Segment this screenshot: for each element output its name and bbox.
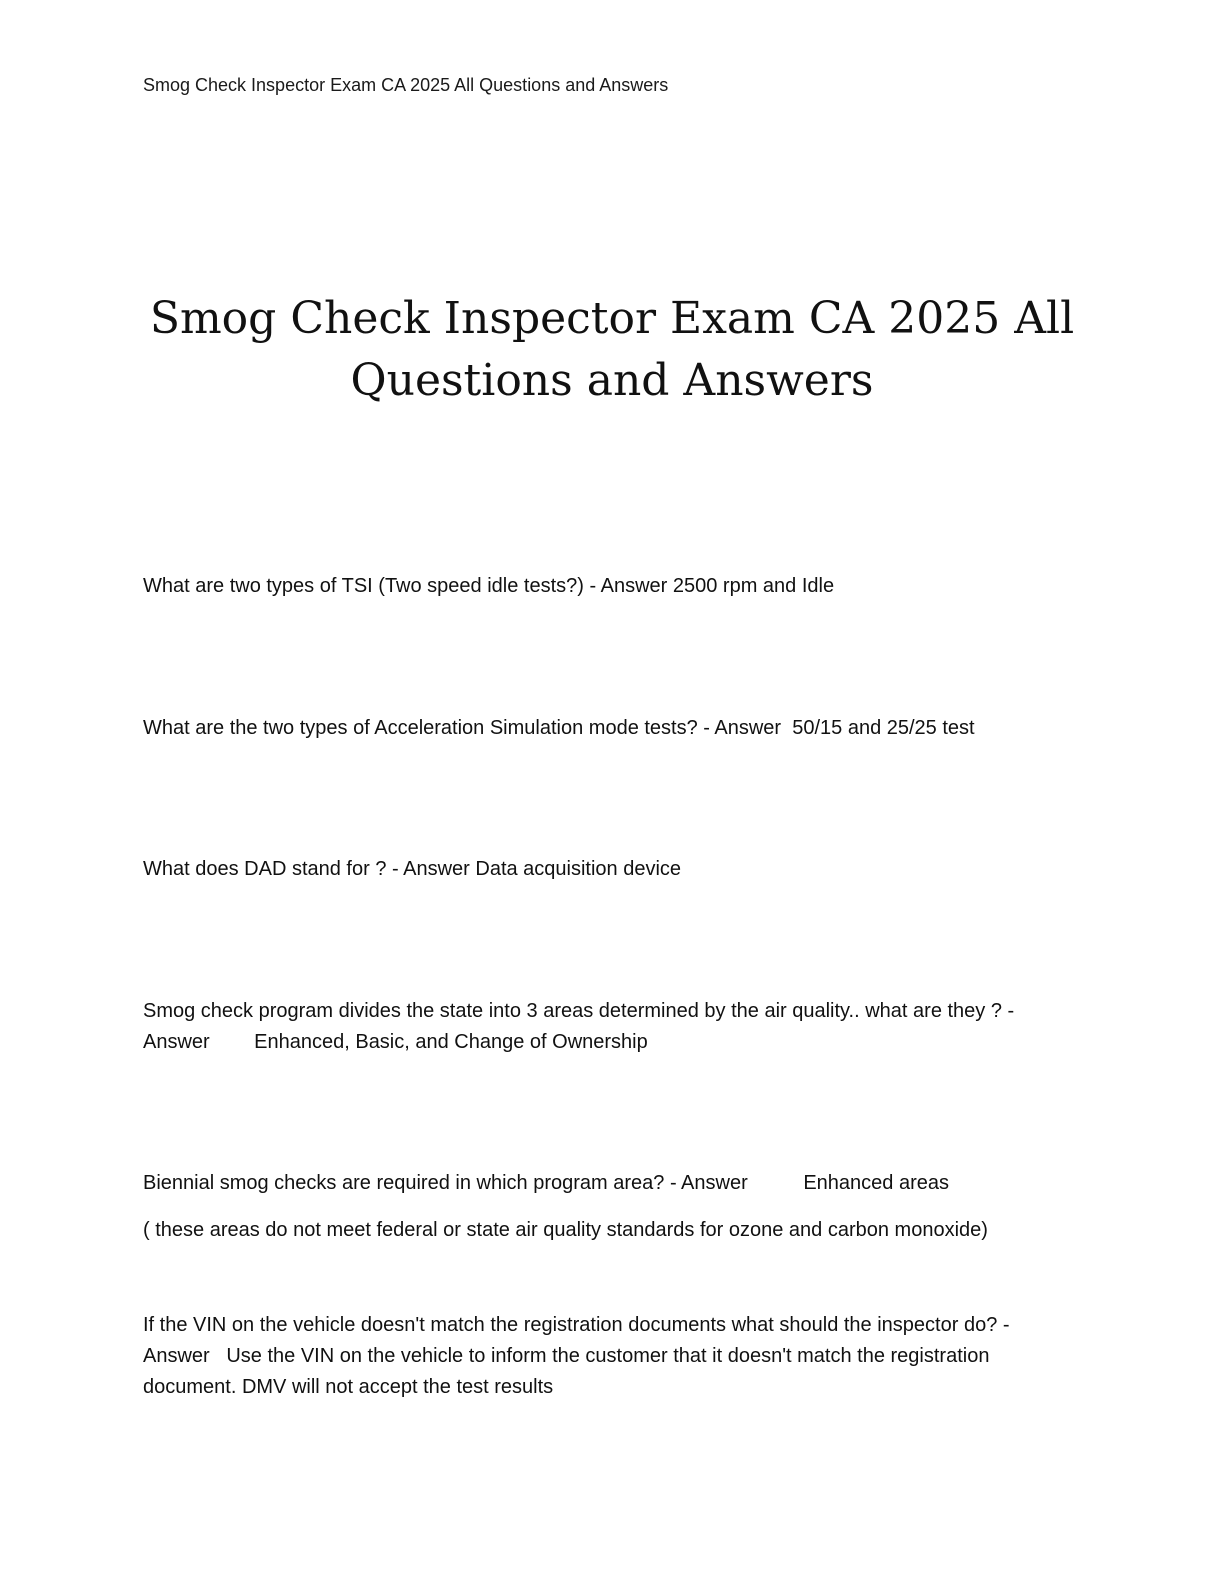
- answer-separator: - Answer: [143, 1000, 1019, 1053]
- answer-text: Data acquisition device: [475, 858, 682, 880]
- title-line-2: Questions and Answers: [350, 355, 874, 406]
- question-text: What are two types of TSI (Two speed idle tests?): [143, 575, 584, 597]
- question-text: What are the two types of Acceleration Simulation mode tests?: [143, 717, 698, 739]
- question-text: What does DAD stand for ?: [143, 858, 387, 880]
- answer-text: 50/15 and 25/25 test: [792, 717, 975, 739]
- qa-item-5-note: ( these areas do not meet federal or state air quality standards for ozone and carbon monoxide): [143, 1219, 988, 1241]
- title-line-1: Smog Check Inspector Exam CA 2025 All: [149, 293, 1075, 344]
- qa-item-4: [143, 996, 1078, 1058]
- qa-item-6: [143, 1310, 1078, 1403]
- answer-text: 2500 rpm and Idle: [672, 575, 835, 597]
- running-header: Smog Check Inspector Exam CA 2025 All Questions and Answers: [143, 75, 669, 95]
- answer-text: Enhanced, Basic, and Change of Ownership: [254, 1031, 648, 1053]
- qa-item-5: [143, 1168, 1078, 1199]
- qa-item-2: [143, 713, 1078, 744]
- answer-separator: - Answer: [386, 858, 476, 880]
- question-text: If the VIN on the vehicle doesn't match the registration documents what should the inspector do?: [143, 1314, 998, 1336]
- question-text: Biennial smog checks are required in which program area?: [143, 1172, 665, 1194]
- answer-separator: - Answer: [583, 575, 673, 597]
- question-text: Smog check program divides the state into 3 areas determined by the air quality.. what are they ?: [143, 1000, 1002, 1022]
- answer-text: Enhanced areas: [803, 1172, 949, 1194]
- answer-separator: - Answer: [664, 1172, 804, 1194]
- answer-separator: - Answer: [697, 717, 793, 739]
- answer-text: Use the VIN on the vehicle to inform the customer that it doesn't match the registration document. DMV will not accept the test results: [143, 1345, 996, 1398]
- qa-item-1: [143, 571, 1078, 602]
- answer-separator: - Answer: [143, 1314, 1014, 1367]
- qa-item-3: [143, 854, 1078, 885]
- page-title: [112, 288, 1112, 412]
